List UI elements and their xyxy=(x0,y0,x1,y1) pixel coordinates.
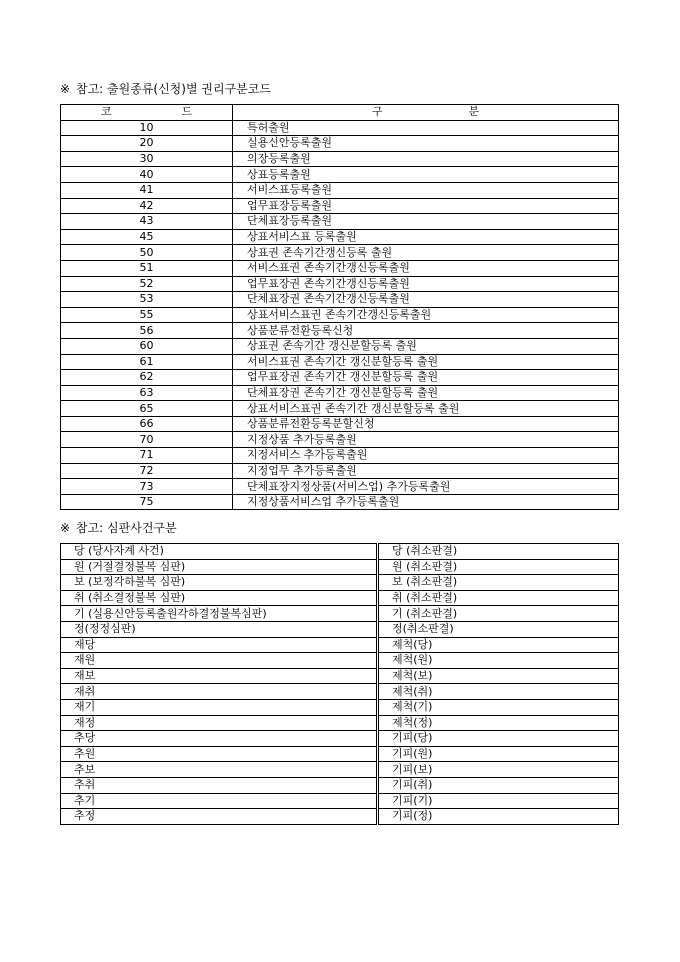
name-cell: 지정서비스 추가등록출원 xyxy=(233,448,619,464)
name-cell: 단체표장권 존속기간 갱신분할등록 출원 xyxy=(233,385,619,401)
code-cell: 10 xyxy=(61,120,233,136)
trial-type-cell: 재기 xyxy=(61,699,378,715)
trial-type-cell: 당 (당사자계 사건) xyxy=(61,544,378,560)
code-cell: 43 xyxy=(61,214,233,230)
trial-type-cell: 원 (거절결정불복 심판) xyxy=(61,559,378,575)
name-cell: 단체표장등록출원 xyxy=(233,214,619,230)
table-row xyxy=(61,260,619,276)
table-row xyxy=(61,809,619,825)
table-row xyxy=(61,182,619,198)
table-row xyxy=(61,214,619,230)
table-row xyxy=(61,151,619,167)
table-row xyxy=(61,370,619,386)
judgment-type-cell: 원 (취소판결) xyxy=(378,559,619,575)
judgment-type-cell: 제척(당) xyxy=(378,637,619,653)
trial-type-cell: 추정 xyxy=(61,809,378,825)
judgment-type-cell: 기피(정) xyxy=(378,809,619,825)
name-cell: 상표권 존속기간갱신등록 출원 xyxy=(233,245,619,261)
table-row xyxy=(61,307,619,323)
table-row xyxy=(61,401,619,417)
judgment-type-cell: 기피(원) xyxy=(378,746,619,762)
code-cell: 72 xyxy=(61,463,233,479)
code-cell: 73 xyxy=(61,479,233,495)
table-row xyxy=(61,777,619,793)
trial-type-cell: 추기 xyxy=(61,793,378,809)
table-row xyxy=(61,245,619,261)
section2-title: 참고: 심판사건구분 xyxy=(76,521,177,535)
header-text: 분 xyxy=(468,105,480,119)
table-row xyxy=(61,229,619,245)
name-cell: 지정상품서비스업 추가등록출원 xyxy=(233,494,619,510)
judgment-type-cell: 보 (취소판결) xyxy=(378,575,619,591)
code-cell: 61 xyxy=(61,354,233,370)
name-cell: 단체표장권 존속기간갱신등록출원 xyxy=(233,292,619,308)
judgment-type-cell: 기피(기) xyxy=(378,793,619,809)
judgment-type-cell: 제척(보) xyxy=(378,668,619,684)
trial-case-table xyxy=(60,543,619,825)
table-row xyxy=(61,668,619,684)
name-cell: 실용신안등록출원 xyxy=(233,136,619,152)
name-cell: 지정상품 추가등록출원 xyxy=(233,432,619,448)
table-row xyxy=(61,416,619,432)
judgment-type-cell: 당 (취소판결) xyxy=(378,544,619,560)
code-cell: 71 xyxy=(61,448,233,464)
trial-type-cell: 재보 xyxy=(61,668,378,684)
trial-type-cell: 추원 xyxy=(61,746,378,762)
judgment-type-cell: 제척(원) xyxy=(378,653,619,669)
code-cell: 40 xyxy=(61,167,233,183)
name-cell: 서비스표권 존속기간갱신등록출원 xyxy=(233,260,619,276)
table-row xyxy=(61,198,619,214)
table-row xyxy=(61,544,619,560)
code-cell: 51 xyxy=(61,260,233,276)
table-row xyxy=(61,621,619,637)
code-cell: 50 xyxy=(61,245,233,261)
table-row xyxy=(61,120,619,136)
code-cell: 65 xyxy=(61,401,233,417)
name-column-header xyxy=(233,105,619,121)
table-row xyxy=(61,637,619,653)
name-cell: 상표등록출원 xyxy=(233,167,619,183)
section2-heading xyxy=(60,521,177,535)
judgment-type-cell: 제척(취) xyxy=(378,684,619,700)
judgment-type-cell: 정(취소판결) xyxy=(378,621,619,637)
table-row xyxy=(61,762,619,778)
code-cell: 52 xyxy=(61,276,233,292)
name-cell: 서비스표권 존속기간 갱신분할등록 출원 xyxy=(233,354,619,370)
table-row xyxy=(61,684,619,700)
code-cell: 55 xyxy=(61,307,233,323)
judgment-type-cell: 제척(정) xyxy=(378,715,619,731)
judgment-type-cell: 제척(기) xyxy=(378,699,619,715)
code-cell: 20 xyxy=(61,136,233,152)
trial-type-cell: 추당 xyxy=(61,731,378,747)
table-row xyxy=(61,432,619,448)
code-cell: 45 xyxy=(61,229,233,245)
name-cell: 서비스표등록출원 xyxy=(233,182,619,198)
trial-type-cell: 재정 xyxy=(61,715,378,731)
name-cell: 업무표장권 존속기간 갱신분할등록 출원 xyxy=(233,370,619,386)
table-row xyxy=(61,323,619,339)
judgment-type-cell: 취 (취소판결) xyxy=(378,590,619,606)
table-row xyxy=(61,292,619,308)
table-row xyxy=(61,731,619,747)
table-row xyxy=(61,653,619,669)
name-cell: 단체표장지정상품(서비스업) 추가등록출원 xyxy=(233,479,619,495)
name-cell: 상표권 존속기간 갱신분할등록 출원 xyxy=(233,338,619,354)
header-text: 구 xyxy=(371,105,383,119)
trial-type-cell: 보 (보정각하불복 심판) xyxy=(61,575,378,591)
table-row xyxy=(61,136,619,152)
name-cell: 업무표장권 존속기간갱신등록출원 xyxy=(233,276,619,292)
trial-type-cell: 기 (실용신안등록출원각하결정불복심판) xyxy=(61,606,378,622)
table-row xyxy=(61,793,619,809)
table-row xyxy=(61,448,619,464)
code-cell: 30 xyxy=(61,151,233,167)
code-cell: 63 xyxy=(61,385,233,401)
code-column-header xyxy=(61,105,233,121)
trial-type-cell: 정(정정심판) xyxy=(61,621,378,637)
trial-type-cell: 재원 xyxy=(61,653,378,669)
section1-title: 참고: 출원종류(신청)별 권리구분코드 xyxy=(76,82,271,96)
table-header-row xyxy=(61,105,619,121)
table-row xyxy=(61,479,619,495)
header-text: 코 xyxy=(100,105,112,119)
code-cell: 56 xyxy=(61,323,233,339)
judgment-type-cell: 기 (취소판결) xyxy=(378,606,619,622)
trial-type-cell: 추보 xyxy=(61,762,378,778)
trial-type-cell: 재취 xyxy=(61,684,378,700)
table-row xyxy=(61,338,619,354)
judgment-type-cell: 기피(취) xyxy=(378,777,619,793)
table-row xyxy=(61,699,619,715)
table-row xyxy=(61,559,619,575)
rights-code-table xyxy=(60,104,619,510)
section1-heading xyxy=(60,82,271,96)
table-row xyxy=(61,746,619,762)
code-cell: 60 xyxy=(61,338,233,354)
table-row xyxy=(61,590,619,606)
code-cell: 62 xyxy=(61,370,233,386)
table-row xyxy=(61,606,619,622)
name-cell: 상표서비스표권 존속기간 갱신분할등록 출원 xyxy=(233,401,619,417)
code-cell: 53 xyxy=(61,292,233,308)
name-cell: 상품분류전환등록신청 xyxy=(233,323,619,339)
name-cell: 상표서비스표 등록출원 xyxy=(233,229,619,245)
judgment-type-cell: 기피(당) xyxy=(378,731,619,747)
trial-type-cell: 추취 xyxy=(61,777,378,793)
name-cell: 의장등록출원 xyxy=(233,151,619,167)
table-row xyxy=(61,575,619,591)
name-cell: 업무표장등록출원 xyxy=(233,198,619,214)
name-cell: 특허출원 xyxy=(233,120,619,136)
reference-mark: ※ xyxy=(60,521,71,535)
name-cell: 상표서비스표권 존속기간갱신등록출원 xyxy=(233,307,619,323)
code-cell: 66 xyxy=(61,416,233,432)
table-row xyxy=(61,167,619,183)
judgment-type-cell: 기피(보) xyxy=(378,762,619,778)
code-cell: 75 xyxy=(61,494,233,510)
trial-type-cell: 재당 xyxy=(61,637,378,653)
table-row xyxy=(61,354,619,370)
trial-type-cell: 취 (취소결정불복 심판) xyxy=(61,590,378,606)
header-text: 드 xyxy=(181,105,193,119)
name-cell: 지정업무 추가등록출원 xyxy=(233,463,619,479)
code-cell: 70 xyxy=(61,432,233,448)
table-row xyxy=(61,494,619,510)
code-cell: 41 xyxy=(61,182,233,198)
name-cell: 상품분류전환등록분할신청 xyxy=(233,416,619,432)
table-row xyxy=(61,385,619,401)
code-cell: 42 xyxy=(61,198,233,214)
table-row xyxy=(61,463,619,479)
table-row xyxy=(61,276,619,292)
table-row xyxy=(61,715,619,731)
reference-mark: ※ xyxy=(60,82,71,96)
